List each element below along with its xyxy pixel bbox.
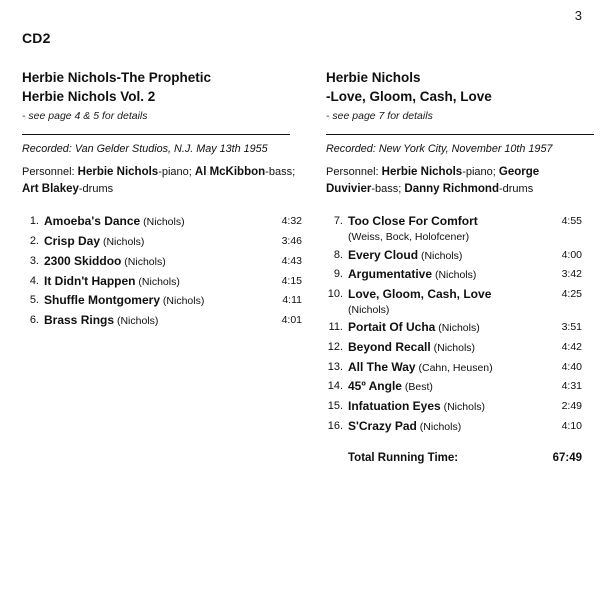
- track-composer: (Nichols): [418, 249, 463, 262]
- track-duration: 4:42: [561, 340, 582, 353]
- track-number: 9.: [333, 268, 343, 281]
- track-body: [44, 272, 268, 291]
- personnel-text: -piano;: [158, 165, 195, 178]
- track-number: 10.: [327, 288, 343, 301]
- album-block-1: [22, 68, 302, 464]
- track-row: [326, 246, 582, 265]
- track-row: [22, 212, 302, 231]
- track-number: 13.: [327, 360, 343, 373]
- track-body: [348, 358, 548, 377]
- track-duration: 4:55: [561, 215, 582, 228]
- track-list-2: [326, 212, 582, 435]
- track-composer: (Nichols): [121, 255, 166, 268]
- track-number: 11.: [328, 321, 343, 334]
- album-title-line: Herbie Nichols-The Prophetic: [22, 70, 212, 85]
- track-body: [44, 252, 268, 271]
- track-composer: (Nichols): [416, 420, 462, 433]
- track-row: [326, 397, 582, 416]
- album-title-line: Herbie Nichols: [326, 70, 421, 85]
- track-duration: 4:43: [281, 254, 302, 267]
- recording-info-1: Recorded: Van Gelder Studios, N.J. May 13th 1955: [22, 143, 268, 156]
- track-duration: 4:40: [561, 360, 582, 373]
- track-number: 7.: [333, 215, 343, 228]
- personnel-musician: George Duvivier: [326, 165, 540, 196]
- track-composer: (Nichols): [135, 275, 180, 288]
- divider: [326, 134, 594, 135]
- track-title: It Didn't Happen: [44, 273, 136, 288]
- personnel-musician: Al McKibbon: [194, 165, 266, 178]
- track-composer: (Best): [401, 381, 433, 394]
- track-number: 4.: [29, 274, 39, 287]
- track-number: 15.: [327, 400, 343, 413]
- track-body: [348, 417, 548, 436]
- track-composer: (Nichols): [440, 401, 486, 414]
- track-title: Amoeba's Dance: [44, 214, 141, 229]
- track-duration: 4:00: [561, 248, 582, 261]
- track-composer: (Nichols): [114, 315, 159, 328]
- track-duration: 4:32: [281, 215, 302, 228]
- track-row: [22, 232, 302, 251]
- track-title: S'Crazy Pad: [348, 418, 417, 433]
- disc-label: CD2: [22, 30, 51, 46]
- track-title: Every Cloud: [348, 247, 419, 262]
- total-running-time-label: Total Running Time:: [348, 451, 459, 464]
- album-columns: [22, 68, 582, 464]
- page-number: 3: [574, 8, 582, 23]
- track-duration: 4:01: [281, 314, 302, 327]
- personnel-text: Personnel:: [22, 165, 78, 178]
- track-duration: 4:31: [561, 380, 582, 393]
- personnel-text: -drums: [498, 183, 534, 196]
- track-composer: (Nichols): [100, 236, 145, 249]
- track-body: [348, 285, 548, 317]
- track-duration: 4:25: [561, 288, 582, 301]
- track-row: [326, 318, 582, 337]
- personnel-musician: Art Blakey: [22, 183, 79, 196]
- album-block-2: [302, 68, 582, 464]
- album-title-2: [326, 68, 582, 106]
- personnel-musician: Danny Richmond: [404, 183, 499, 196]
- track-title: Brass Rings: [44, 313, 115, 328]
- track-body: [44, 291, 268, 310]
- track-number: 8.: [333, 248, 343, 261]
- personnel-musician: Herbie Nichols: [381, 165, 463, 178]
- total-running-time: [326, 452, 582, 464]
- track-body: [348, 338, 548, 357]
- track-composer: (Nichols): [435, 322, 480, 335]
- track-composer: (Nichols): [160, 295, 205, 308]
- track-title: Love, Gloom, Cash, Love: [348, 287, 492, 302]
- track-body: [348, 246, 548, 265]
- personnel-text: -bass;: [265, 165, 296, 178]
- track-row: [326, 358, 582, 377]
- track-body: [44, 232, 268, 251]
- personnel-text: -piano;: [462, 165, 499, 178]
- track-row: [326, 285, 582, 317]
- track-composer: (Cahn, Heusen): [415, 361, 493, 374]
- track-composer: (Weiss, Bock, Holofcener): [348, 230, 470, 243]
- track-duration: 3:46: [281, 235, 302, 248]
- personnel-2: [326, 164, 582, 199]
- track-number: 6.: [29, 314, 39, 327]
- see-page-note-1: - see page 4 & 5 for details: [22, 110, 148, 123]
- track-row: [22, 272, 302, 291]
- track-body: [348, 318, 548, 337]
- track-title: Infatuation Eyes: [348, 399, 441, 414]
- track-body: [44, 311, 268, 330]
- track-duration: 3:42: [561, 268, 582, 281]
- track-title: Crisp Day: [44, 234, 101, 249]
- total-running-time-value: 67:49: [552, 451, 582, 464]
- track-row: [326, 417, 582, 436]
- recording-info-2: Recorded: New York City, November 10th 1957: [326, 143, 553, 156]
- track-title: Portait Of Ucha: [348, 320, 436, 335]
- track-title: Argumentative: [348, 267, 433, 282]
- track-body: [348, 377, 548, 396]
- track-list-1: [22, 212, 302, 330]
- track-body: [348, 212, 548, 244]
- track-number: 1.: [29, 215, 39, 228]
- track-composer: (Nichols): [430, 341, 476, 354]
- track-row: [326, 212, 582, 244]
- see-page-note-2: - see page 7 for details: [326, 110, 433, 123]
- personnel-1: [22, 164, 302, 199]
- album-title-line: Herbie Nichols Vol. 2: [22, 89, 156, 105]
- track-duration: 4:11: [282, 294, 302, 307]
- personnel-text: -bass;: [371, 183, 405, 196]
- track-row: [326, 265, 582, 284]
- divider: [22, 134, 290, 135]
- track-body: [348, 265, 548, 284]
- track-composer: (Nichols): [432, 269, 477, 282]
- track-title: 45º Angle: [348, 379, 402, 394]
- track-title: Beyond Recall: [348, 339, 431, 354]
- track-row: [326, 377, 582, 396]
- track-number: 16.: [327, 419, 343, 432]
- track-composer: (Nichols): [140, 216, 185, 229]
- track-title: Too Close For Comfort: [348, 214, 478, 229]
- track-number: 5.: [29, 294, 39, 307]
- track-title: 2300 Skiddoo: [44, 253, 122, 268]
- track-number: 12.: [327, 340, 343, 353]
- track-row: [326, 338, 582, 357]
- personnel-musician: Herbie Nichols: [77, 165, 159, 178]
- track-number: 2.: [29, 235, 39, 248]
- track-number: 3.: [29, 254, 39, 267]
- track-title: Shuffle Montgomery: [44, 293, 160, 308]
- track-title: All The Way: [348, 359, 416, 374]
- personnel-text: -drums: [78, 183, 114, 196]
- track-row: [22, 252, 302, 271]
- album-title-line: -Love, Gloom, Cash, Love: [326, 89, 492, 105]
- track-body: [348, 397, 548, 416]
- album-title-1: [22, 68, 302, 106]
- track-row: [22, 291, 302, 310]
- track-duration: 3:51: [561, 321, 582, 334]
- track-row: [22, 311, 302, 330]
- track-duration: 2:49: [561, 400, 582, 413]
- track-body: [44, 212, 268, 231]
- track-duration: 4:15: [281, 274, 302, 287]
- track-composer: (Nichols): [348, 303, 390, 316]
- personnel-text: Personnel:: [326, 165, 382, 178]
- track-duration: 4:10: [561, 419, 582, 432]
- track-number: 14.: [327, 380, 343, 393]
